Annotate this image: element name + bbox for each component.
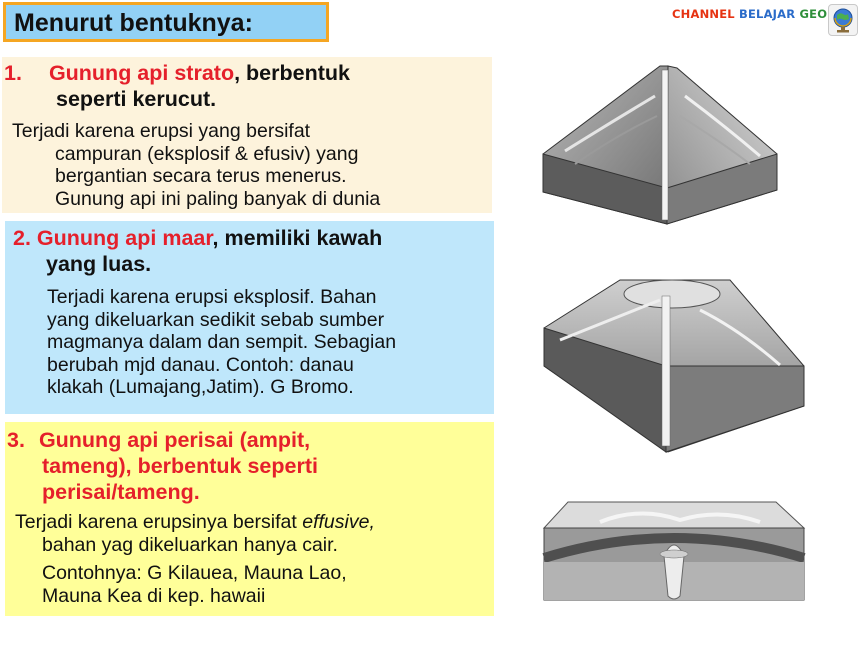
body-line: Terjadi karena erupsi eksplosif. Bahan [47, 286, 377, 308]
strato-volcano-illustration [535, 56, 785, 236]
section-perisai [5, 422, 494, 616]
brand-part-3: GEO [795, 7, 828, 21]
body-line: berubah mjd danau. Contoh: danau [47, 353, 354, 376]
body-line: bergantian secara terus menerus. [55, 165, 347, 187]
heading-red: Gunung api strato [48, 61, 235, 85]
section-number: 1. [4, 61, 22, 85]
brand-part-1: CHANNEL [672, 7, 735, 21]
section-number: 2. [13, 226, 31, 250]
globe-logo-icon [828, 4, 858, 36]
heading-line-1: Gunung api perisai (ampit, [38, 428, 311, 452]
shield-volcano-illustration [540, 498, 808, 608]
body-line: Gunung api ini paling banyak di dunia [55, 187, 381, 210]
section-perisai-heading [7, 427, 318, 505]
section-strato [2, 57, 492, 213]
heading-dark: , memiliki kawah [212, 226, 383, 250]
heading-line-2: seperti kerucut. [56, 87, 217, 111]
heading-red: Gunung api maar [36, 226, 213, 250]
heading-dark: , berbentuk [234, 61, 350, 85]
body-line: klakah (Lumajang,Jatim). G Bromo. [47, 376, 354, 398]
section-strato-heading [4, 60, 350, 112]
body-line: Mauna Kea di kep. hawaii [42, 584, 266, 607]
body-line: Contohnya: G Kilauea, Mauna Lao, [42, 562, 347, 584]
section-maar-heading [13, 225, 382, 277]
heading-line-2: yang luas. [46, 252, 152, 276]
section-maar [5, 221, 494, 414]
section-number: 3. [7, 428, 25, 452]
section-perisai-body [15, 511, 375, 607]
body-line: Terjadi karena erupsi yang bersifat [12, 120, 311, 142]
brand-part-2: BELAJAR [734, 7, 796, 21]
heading-line-2: tameng), berbentuk seperti [42, 454, 318, 478]
heading-line-3: perisai/tameng. [42, 480, 200, 504]
body-italic: effusive, [302, 511, 375, 533]
body-line: bahan yag dikeluarkan hanya cair. [42, 533, 338, 556]
body-line [15, 511, 375, 534]
section-strato-body [12, 120, 380, 210]
body-line: campuran (eksplosif & efusiv) yang [55, 142, 359, 165]
channel-brand [672, 7, 827, 21]
body-line: yang dikeluarkan sedikit sebab sumber [47, 308, 385, 331]
maar-volcano-illustration [540, 270, 808, 456]
body-prefix: Terjadi karena erupsinya bersifat [15, 511, 303, 533]
section-maar-body [47, 286, 396, 399]
body-line: magmanya dalam dan sempit. Sebagian [47, 331, 397, 353]
page-title: Menurut bentuknya: [3, 2, 329, 42]
